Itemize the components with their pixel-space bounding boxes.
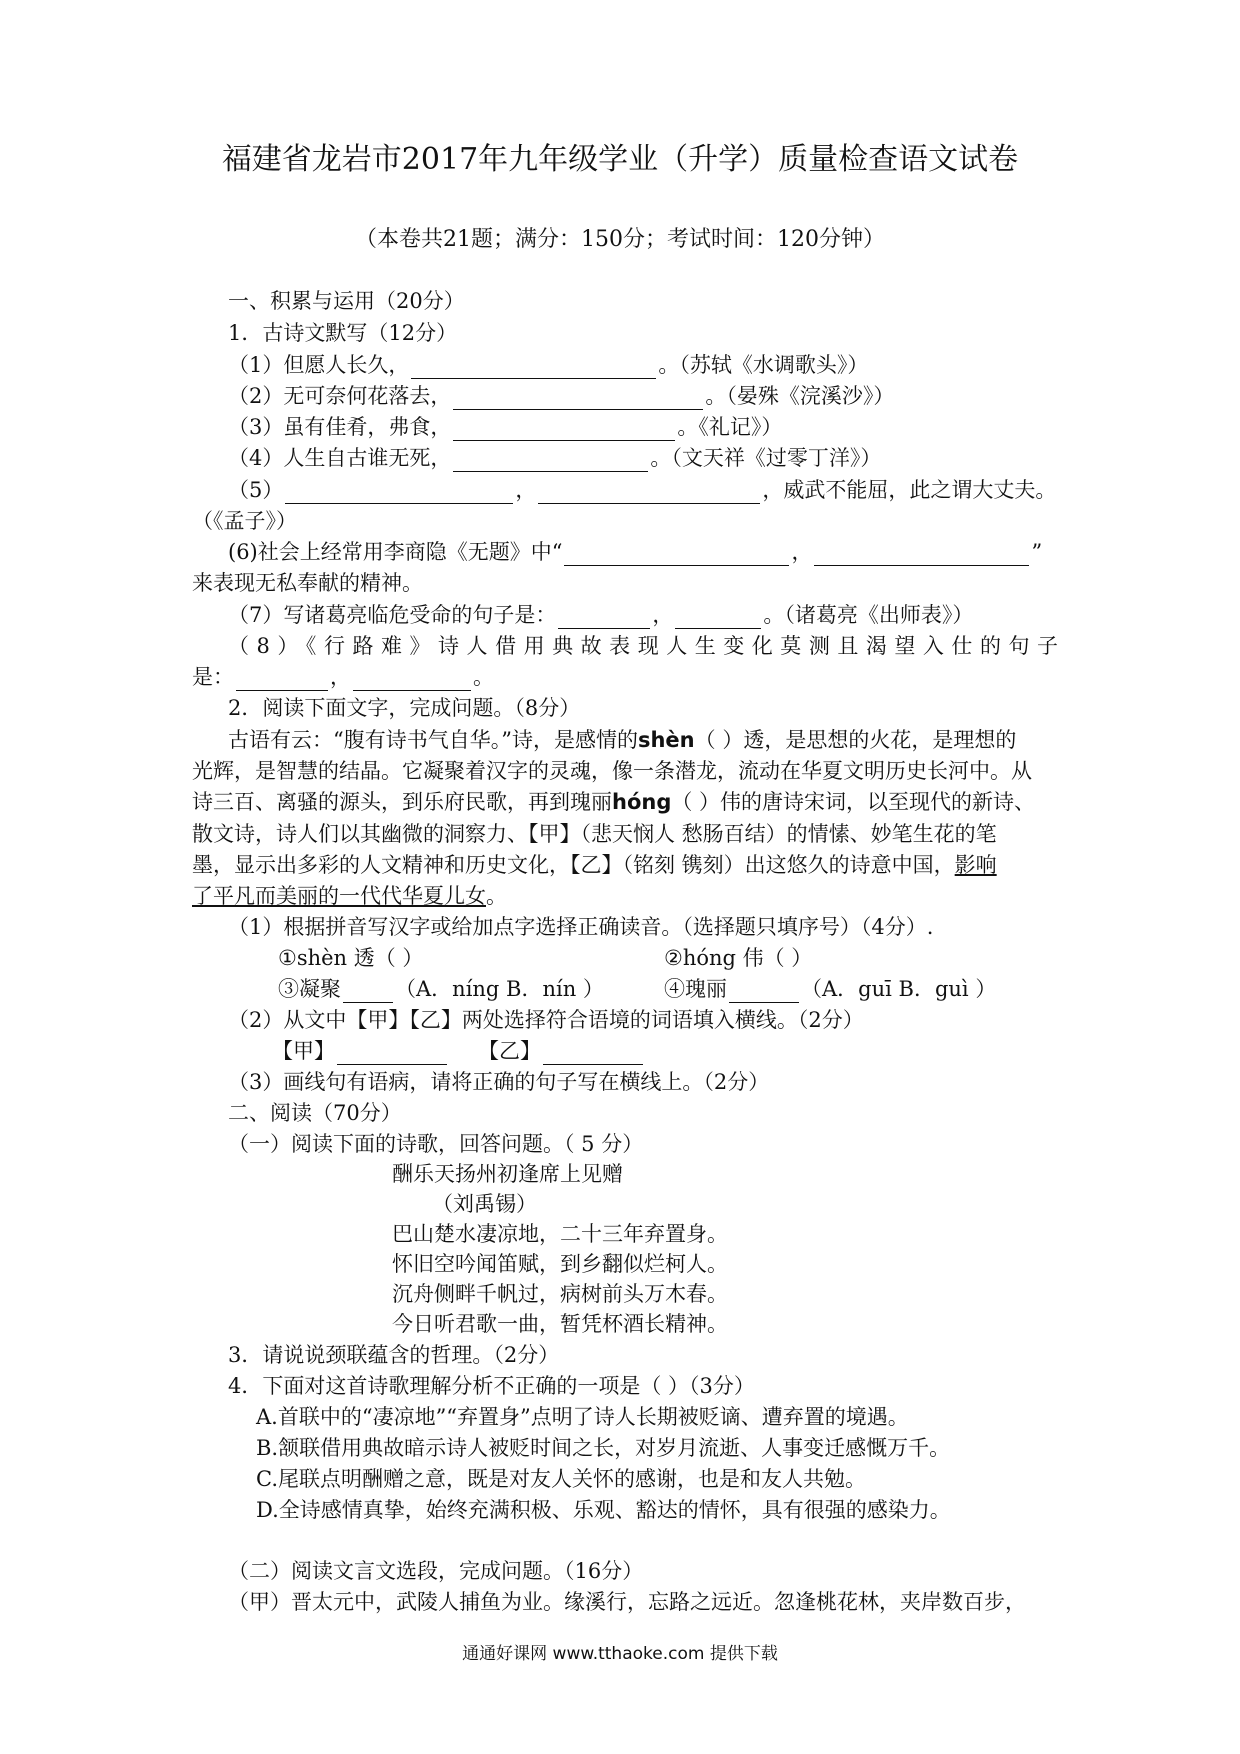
q1-item-5: （5） ， ，威武不能屈，此之谓大丈夫。 [228, 478, 1057, 502]
q2-passage-line-2: 光辉，是智慧的结晶。它凝聚着汉字的灵魂，像一条潜龙，流动在华夏文明历史长河中。从 [192, 759, 1032, 783]
q2-sub-1-opt2: ②hóng 伟（ ） [664, 946, 813, 970]
q2-passage-line-5: 墨，显示出多彩的人文精神和历史文化，【乙】（铭刻 镌刻）出这悠久的诗意中国，影响 [192, 853, 997, 877]
answer-blank[interactable] [814, 543, 1029, 566]
section-2-heading: 二、阅读（70分） [228, 1101, 402, 1125]
q1-item-6-cont: 来表现无私奉献的精神。 [192, 571, 423, 595]
answer-blank[interactable] [411, 356, 656, 379]
poem-line: 沉舟侧畔千帆过，病树前头万木春。 [392, 1282, 728, 1306]
q2-passage-line-1: 古语有云：“腹有诗书气自华。”诗，是感情的shèn（ ）透，是思想的火花，是理想的 [228, 728, 1017, 752]
poem-line: 巴山楚水凄凉地，二十三年弃置身。 [392, 1222, 728, 1246]
q4-option-a: A.首联中的“凄凉地”“弃置身”点明了诗人长期被贬谪、遭弃置的境遇。 [256, 1405, 909, 1429]
q2-sub-2: （2）从文中【甲】【乙】两处选择符合语境的词语填入横线。（2分） [228, 1008, 864, 1032]
q2-sub-1-opt1: ①shèn 透（ ） [278, 946, 424, 970]
q1-item-4: （4）人生自古谁无死， 。（文天祥《过零丁洋》） [228, 446, 882, 470]
exam-info: （本卷共21题；满分：150分；考试时间：120分钟） [355, 227, 885, 252]
part-2-heading: （二）阅读文言文选段，完成问题。（16分） [228, 1559, 644, 1583]
q4-option-d: D.全诗感情真挚，始终充满积极、乐观、豁达的情怀，具有很强的感染力。 [256, 1498, 951, 1522]
answer-blank[interactable] [343, 980, 393, 1003]
q2-passage-line-3: 诗三百、离骚的源头，到乐府民歌，再到瑰丽hóng（ ）伟的唐诗宋词，以至现代的新诗、 [192, 790, 1036, 814]
q1-item-8-cont: 是： ， 。 [192, 665, 494, 689]
section-1-heading: 一、积累与运用（20分） [228, 289, 465, 313]
answer-blank[interactable] [564, 543, 789, 566]
q2-sub-3: （3）画线句有语病，请将正确的句子写在横线上。（2分） [228, 1070, 770, 1094]
poem-title: 酬乐天扬州初逢席上见赠 [392, 1162, 623, 1186]
answer-blank[interactable] [558, 606, 650, 629]
q2-sub-2-yi: 【乙】 [478, 1037, 645, 1065]
q2-sub-1-opt4: ④瑰丽 （A．guī B．guì ） [664, 977, 997, 1001]
answer-blank[interactable] [453, 449, 648, 472]
q2-sub-1-opt3: ③凝聚 （A．níng B．nín ） [278, 977, 604, 1001]
poem-line: 怀旧空吟闻笛赋，到乡翻似烂柯人。 [392, 1252, 728, 1276]
answer-blank[interactable] [285, 481, 513, 504]
answer-blank[interactable] [236, 668, 328, 691]
q4-option-b: B.颔联借用典故暗示诗人被贬时间之长，对岁月流逝、人事变迁感慨万千。 [256, 1436, 951, 1460]
q2-passage-line-4: 散文诗，诗人们以其幽微的洞察力、【甲】（悲天悯人 愁肠百结）的情愫、妙笔生花的笔 [192, 822, 997, 846]
answer-blank[interactable] [729, 980, 799, 1003]
q2-passage-line-6: 了平凡而美丽的一代代华夏儿女。 [192, 884, 507, 908]
answer-blank[interactable] [538, 481, 760, 504]
q2-sub-1: （1）根据拼音写汉字或给加点字选择正确读音。（选择题只填序号）（4分）. [228, 915, 934, 939]
footer-download-note: 通通好课网 www.tthaoke.com 提供下载 [462, 1644, 778, 1664]
q1-item-6: (6)社会上经常用李商隐《无题》中“ ， ” [228, 540, 1043, 564]
q1-heading: 1．古诗文默写（12分） [228, 321, 458, 345]
part-2-text: （甲）晋太元中，武陵人捕鱼为业。缘溪行，忘路之远近。忽逢桃花林，夹岸数百步， [228, 1590, 1026, 1614]
part-1-heading: （一）阅读下面的诗歌，回答问题。（ 5 分） [228, 1132, 644, 1156]
answer-blank[interactable] [337, 1042, 447, 1065]
answer-blank[interactable] [543, 1042, 643, 1065]
q2-sub-2-jia: 【甲】 [272, 1037, 449, 1065]
answer-blank[interactable] [353, 668, 471, 691]
q1-item-1: （1）但愿人长久， 。（苏轼《水调歌头》） [228, 353, 869, 377]
q1-item-3: （3）虽有佳肴，弗食， 。《礼记》） [228, 415, 783, 439]
answer-blank[interactable] [675, 606, 761, 629]
q1-item-8: （8）《行路难》诗人借用典故表现人生变化莫测且渴望入仕的句子 [228, 634, 1058, 658]
q1-item-7: （7）写诸葛亮临危受命的句子是： ， 。（诸葛亮《出师表》） [228, 603, 974, 627]
answer-blank[interactable] [453, 418, 675, 441]
q1-item-5-source: （《孟子》） [192, 509, 297, 533]
q4: 4．下面对这首诗歌理解分析不正确的一项是（ ）（3分） [228, 1374, 755, 1398]
poem-line: 今日听君歌一曲，暂凭杯酒长精神。 [392, 1312, 728, 1336]
q3: 3．请说说颈联蕴含的哲理。（2分） [228, 1343, 560, 1367]
poem-author: （刘禹锡） [432, 1192, 537, 1216]
q4-option-c: C.尾联点明酬赠之意，既是对友人关怀的感谢，也是和友人共勉。 [256, 1467, 866, 1491]
page-title: 福建省龙岩市2017年九年级学业（升学）质量检查语文试卷 [221, 142, 1019, 177]
q2-heading: 2．阅读下面文字，完成问题。（8分） [228, 696, 581, 720]
q1-item-2: （2）无可奈何花落去， 。（晏殊《浣溪沙》） [228, 384, 895, 408]
answer-blank[interactable] [453, 387, 703, 410]
